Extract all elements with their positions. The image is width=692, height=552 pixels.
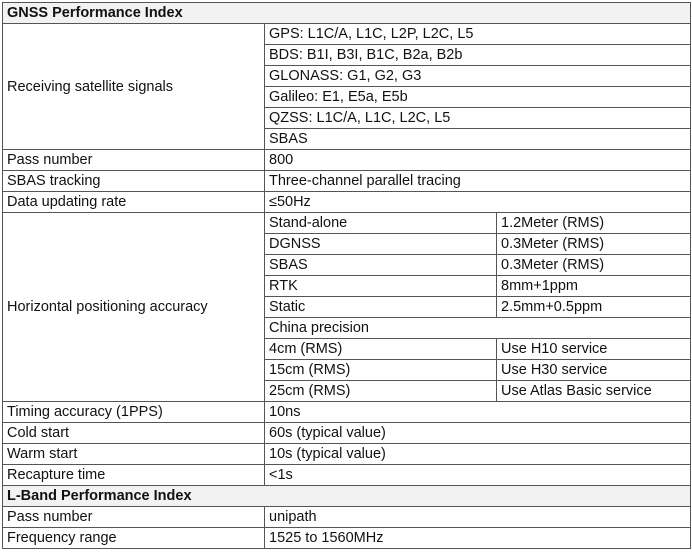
cold-start-label: Cold start (3, 423, 265, 444)
sbas-tracking-value: Three-channel parallel tracing (265, 171, 691, 192)
sbas-tracking-label: SBAS tracking (3, 171, 265, 192)
mode-name: Stand-alone (265, 213, 497, 234)
lband-section-heading: L-Band Performance Index (3, 486, 691, 507)
frequency-range-label: Frequency range (3, 528, 265, 549)
horizontal-accuracy-label: Horizontal positioning accuracy (3, 213, 265, 402)
table-row (3, 528, 691, 549)
table-row (3, 444, 691, 465)
mode-value: 0.3Meter (RMS) (497, 255, 691, 276)
update-rate-label: Data updating rate (3, 192, 265, 213)
signal-sbas: SBAS (265, 129, 691, 150)
mode-name: SBAS (265, 255, 497, 276)
pass-number-value: 800 (265, 150, 691, 171)
china-service: Use Atlas Basic service (497, 381, 691, 402)
cold-start-value: 60s (typical value) (265, 423, 691, 444)
signal-qzss: QZSS: L1C/A, L1C, L2C, L5 (265, 108, 691, 129)
china-service: Use H10 service (497, 339, 691, 360)
update-rate-value: ≤50Hz (265, 192, 691, 213)
mode-name: DGNSS (265, 234, 497, 255)
table-row (3, 24, 691, 45)
lband-pass-number-label: Pass number (3, 507, 265, 528)
table-row (3, 3, 691, 24)
mode-name: RTK (265, 276, 497, 297)
table-row (3, 402, 691, 423)
warm-start-value: 10s (typical value) (265, 444, 691, 465)
gnss-section-heading: GNSS Performance Index (3, 3, 691, 24)
frequency-range-value: 1525 to 1560MHz (265, 528, 691, 549)
pass-number-label: Pass number (3, 150, 265, 171)
warm-start-label: Warm start (3, 444, 265, 465)
mode-value: 8mm+1ppm (497, 276, 691, 297)
timing-label: Timing accuracy (1PPS) (3, 402, 265, 423)
china-accuracy: 4cm (RMS) (265, 339, 497, 360)
signal-galileo: Galileo: E1, E5a, E5b (265, 87, 691, 108)
mode-name: Static (265, 297, 497, 318)
recapture-value: <1s (265, 465, 691, 486)
china-precision-label: China precision (265, 318, 691, 339)
table-row (3, 150, 691, 171)
table-row (3, 507, 691, 528)
table-row (3, 171, 691, 192)
signals-label: Receiving satellite signals (3, 24, 265, 150)
table-row (3, 465, 691, 486)
lband-pass-number-value: unipath (265, 507, 691, 528)
signal-bds: BDS: B1I, B3I, B1C, B2a, B2b (265, 45, 691, 66)
china-accuracy: 15cm (RMS) (265, 360, 497, 381)
recapture-label: Recapture time (3, 465, 265, 486)
mode-value: 1.2Meter (RMS) (497, 213, 691, 234)
signal-gps: GPS: L1C/A, L1C, L2P, L2C, L5 (265, 24, 691, 45)
table-row (3, 423, 691, 444)
mode-value: 0.3Meter (RMS) (497, 234, 691, 255)
table-row (3, 486, 691, 507)
mode-value: 2.5mm+0.5ppm (497, 297, 691, 318)
table-row (3, 192, 691, 213)
table-row (3, 213, 691, 234)
china-service: Use H30 service (497, 360, 691, 381)
spec-table (2, 2, 691, 549)
timing-value: 10ns (265, 402, 691, 423)
china-accuracy: 25cm (RMS) (265, 381, 497, 402)
signal-glonass: GLONASS: G1, G2, G3 (265, 66, 691, 87)
